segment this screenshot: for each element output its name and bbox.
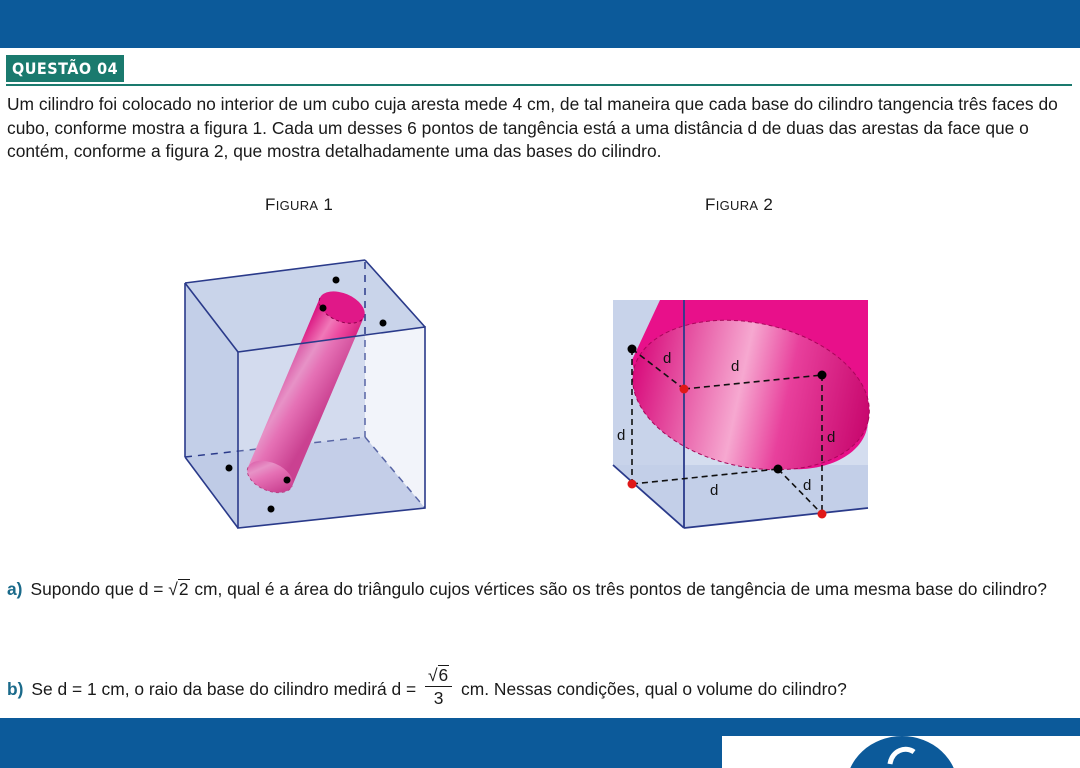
logo-icon — [722, 736, 1080, 768]
label-d: d — [617, 427, 626, 444]
top-banner — [0, 0, 1080, 48]
figure2-caption: FIGURA 2 — [705, 195, 774, 214]
bottom-face — [613, 465, 868, 528]
fraction-sqrt6-over-3: $\frac{√6}{3}$ — [425, 664, 452, 709]
label-d: d — [663, 350, 672, 367]
item-b-pre: Se d = 1 cm, o raio da base do cilindro medirá d = — [31, 679, 421, 700]
item-b — [7, 665, 847, 713]
tangency-point — [226, 465, 233, 472]
question-statement: Um cilindro foi colocado no interior de um cubo cuja aresta mede 4 cm, de tal maneira que cada base do cilindro tangencia três faces do cubo, conforme mostra a figura 1. Cada um desses 6 pontos de tangência está a uma distância d de duas das arestas da face que o contém, conforme a figura 2, que mostra detalhadamente uma das bases do cilindro. — [7, 94, 1058, 161]
sqrt-expression: √2 — [168, 579, 189, 599]
logo-area — [722, 736, 1080, 768]
label-d: d — [827, 429, 836, 446]
figure2-cylinder-base-detail — [608, 290, 873, 535]
item-b-letter: b) — [7, 679, 24, 700]
item-a-letter: a) — [7, 579, 23, 599]
item-a-post: cm, qual é a área do triângulo cujos vértices são os três pontos de tangência de uma mesma base do cilindro? — [189, 579, 1047, 599]
tangency-point — [380, 320, 387, 327]
item-b-post: cm. Nessas condições, qual o volume do cilindro? — [456, 679, 847, 700]
label-d: d — [803, 477, 812, 494]
question-divider — [6, 84, 1072, 86]
tangency-point — [284, 477, 291, 484]
label-d: d — [710, 482, 719, 499]
figure1-caption: FIGURA 1 — [265, 195, 334, 214]
tangency-point — [333, 277, 340, 284]
item-a — [7, 578, 1077, 602]
figure1-cube-cylinder — [180, 255, 440, 540]
item-a-pre: Supondo que d = — [30, 579, 169, 599]
tangency-point — [268, 506, 275, 513]
question-label: QUESTÃO 04 — [6, 55, 124, 82]
tangency-point — [320, 305, 327, 312]
label-d: d — [731, 358, 740, 375]
